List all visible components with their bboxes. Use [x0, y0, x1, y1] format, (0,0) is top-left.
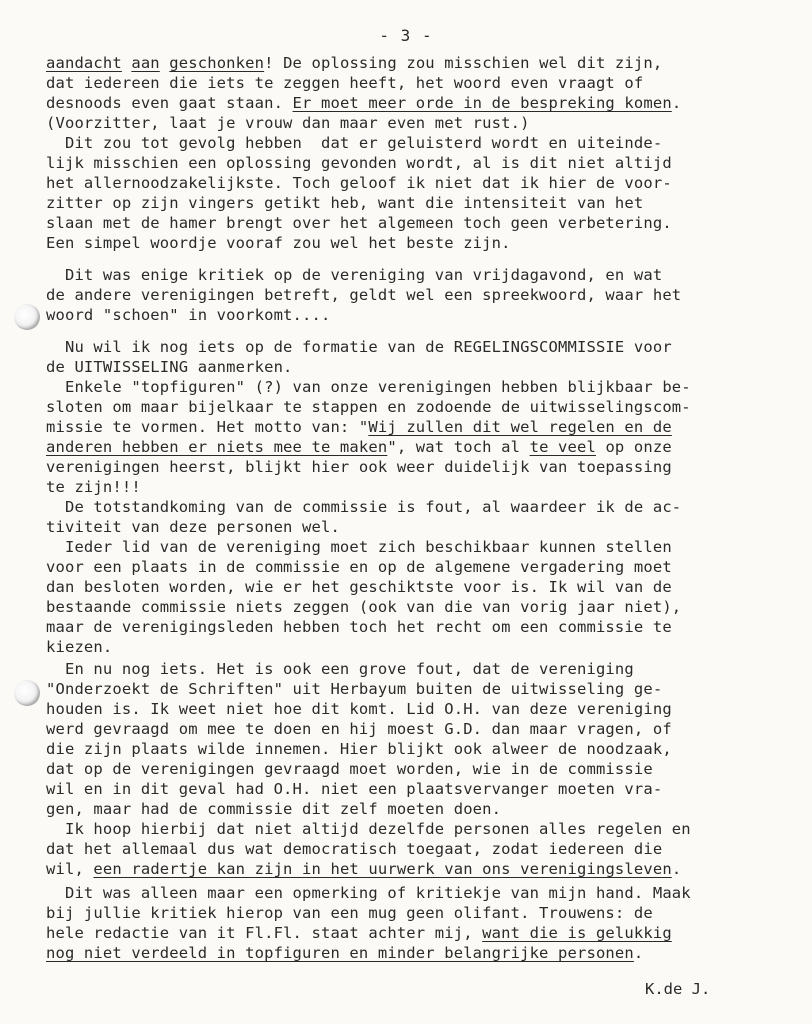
text-span: dan besloten worden, wie er het geschiktste voor is. Ik wil van de	[46, 578, 672, 596]
text-span: Ik hoop hierbij dat niet altijd dezelfde personen alles regelen en	[46, 820, 691, 838]
underlined-text: geschonken	[169, 54, 265, 72]
text-span: Nu wil ik nog iets op de formatie van de REGELINGSCOMMISSIE voor	[46, 338, 672, 356]
text-line	[46, 193, 643, 213]
text-span: dat op de verenigingen gevraagd moet worden, wie in de commissie	[46, 760, 653, 778]
text-line	[46, 73, 643, 93]
text-span: dat iedereen die iets te zeggen heeft, het woord even vraagt of	[46, 74, 644, 92]
text-line	[46, 819, 691, 839]
punch-hole	[14, 680, 40, 706]
text-line	[46, 779, 662, 799]
text-span: De totstandkoming van de commissie is fout, al waardeer ik de ac-	[46, 498, 682, 516]
text-line	[46, 659, 634, 679]
text-line	[46, 337, 672, 357]
text-line	[46, 153, 672, 173]
text-span	[160, 54, 169, 72]
text-span: het allernoodzakelijkste. Toch geloof ik niet dat ik hier de voor-	[46, 174, 672, 192]
text-span: .	[671, 94, 682, 112]
text-span: wil,	[46, 860, 94, 878]
punch-hole	[14, 304, 40, 330]
underlined-text: anderen hebben er niets mee te maken	[46, 438, 388, 456]
underlined-text: want die is gelukkig	[482, 924, 672, 942]
text-line	[46, 799, 501, 819]
text-span: Ieder lid van de vereniging moet zich beschikbaar kunnen stellen	[46, 538, 672, 556]
text-span: de UITWISSELING aanmerken.	[46, 358, 293, 376]
text-line	[46, 597, 681, 617]
underlined-text: Wij zullen dit wel regelen en de	[368, 418, 672, 436]
underlined-text: te veel	[529, 438, 596, 456]
text-span: woord "schoen" in voorkomt....	[46, 306, 331, 324]
text-line	[46, 133, 662, 153]
text-span: voor een plaats in de commissie en op de algemene vergadering moet	[46, 558, 672, 576]
text-line	[46, 637, 112, 657]
text-span: verenigingen heerst, blijkt hier ook weer duidelijk van toepassing	[46, 458, 672, 476]
text-span: hele redactie van it Fl.Fl. staat achter mij,	[46, 924, 483, 942]
text-line	[46, 417, 672, 437]
text-span: Een simpel woordje vooraf zou wel het beste zijn.	[46, 234, 511, 252]
text-span: missie te vormen. Het motto van: "	[46, 418, 369, 436]
text-line	[46, 859, 681, 879]
text-line	[46, 943, 643, 963]
text-span: gen, maar had de commissie dit zelf moeten doen.	[46, 800, 502, 818]
text-line	[46, 477, 141, 497]
text-span: werd gevraagd om mee te doen en hij moest G.D. dan maar vragen, of	[46, 720, 672, 738]
text-line	[46, 305, 330, 325]
text-line	[46, 397, 691, 417]
text-span: Dit was alleen maar een opmerking of kritiekje van mijn hand. Maak	[46, 884, 691, 902]
text-line	[46, 617, 672, 637]
text-span: tiviteit van deze personen wel.	[46, 518, 340, 536]
text-span: .	[633, 944, 644, 962]
text-line	[46, 93, 681, 113]
text-span: Dit zou tot gevolg hebben dat er geluisterd wordt en uiteinde-	[46, 134, 663, 152]
text-span: die zijn plaats wilde innemen. Hier blijkt ook alweer de noodzaak,	[46, 740, 672, 758]
text-span: sloten om maar bijelkaar te stappen en zodoende de uitwisselingscom-	[46, 398, 691, 416]
text-span: (Voorzitter, laat je vrouw dan maar even met rust.)	[46, 114, 530, 132]
text-line	[46, 113, 530, 133]
text-span: En nu nog iets. Het is ook een grove fout, dat de vereniging	[46, 660, 634, 678]
text-span: .	[671, 860, 682, 878]
text-span: zitter op zijn vingers getikt heb, want die intensiteit van het	[46, 194, 644, 212]
text-line	[46, 719, 672, 739]
text-span: te zijn!!!	[46, 478, 141, 496]
text-line	[46, 537, 672, 557]
text-span: de andere verenigingen betreft, geldt wel een spreekwoord, waar het	[46, 286, 682, 304]
underlined-text: aandacht	[46, 54, 122, 72]
text-line	[46, 699, 672, 719]
signature: K.de J.	[645, 980, 711, 998]
text-span: maar de verenigingsleden hebben toch het recht om een commissie te	[46, 618, 672, 636]
text-line	[46, 233, 511, 253]
text-span: kiezen.	[46, 638, 113, 656]
text-span: wil en in dit geval had O.H. niet een plaatsvervanger moeten vra-	[46, 780, 663, 798]
text-line	[46, 839, 662, 859]
text-span: bij jullie kritiek hierop van een mug geen olifant. Trouwens: de	[46, 904, 653, 922]
text-span: ! De oplossing zou misschien wel dit zijn,	[264, 54, 663, 72]
text-span: Enkele "topfiguren" (?) van onze verenigingen hebben blijkbaar be-	[46, 378, 691, 396]
text-line	[46, 883, 691, 903]
text-line	[46, 357, 293, 377]
text-span: lijk misschien een oplossing gevonden wordt, al is dit niet altijd	[46, 154, 672, 172]
text-line	[46, 577, 672, 597]
text-line	[46, 557, 672, 577]
text-line	[46, 903, 653, 923]
text-line	[46, 739, 672, 759]
text-line	[46, 377, 691, 397]
underlined-text: aan	[131, 54, 160, 72]
text-line	[46, 759, 653, 779]
text-line	[46, 285, 681, 305]
underlined-text: Er moet meer orde in de bespreking komen	[292, 94, 672, 112]
text-line	[46, 437, 672, 457]
text-span: slaan met de hamer brengt over het algemeen toch geen verbetering.	[46, 214, 672, 232]
text-line	[46, 457, 672, 477]
text-span: ", wat toch al	[387, 438, 530, 456]
text-line	[46, 53, 662, 73]
text-span: bestaande commissie niets zeggen (ook van die van vorig jaar niet),	[46, 598, 682, 616]
text-span: desnoods even gaat staan.	[46, 94, 293, 112]
text-line	[46, 923, 672, 943]
text-line	[46, 497, 681, 517]
text-span: Dit was enige kritiek op de vereniging van vrijdagavond, en wat	[46, 266, 663, 284]
underlined-text: nog niet verdeeld in topfiguren en minder belangrijke personen	[46, 944, 634, 962]
text-line	[46, 173, 672, 193]
text-span: houden is. Ik weet niet hoe dit komt. Lid O.H. van deze vereniging	[46, 700, 672, 718]
text-span: "Onderzoekt de Schriften" uit Herbayum buiten de uitwisseling ge-	[46, 680, 663, 698]
page-number: - 3 -	[379, 26, 433, 45]
underlined-text: een radertje kan zijn in het uurwerk van ons verenigingsleven	[93, 860, 672, 878]
text-line	[46, 213, 672, 233]
text-span: op onze	[595, 438, 672, 456]
text-span: dat het allemaal dus wat democratisch toegaat, zodat iedereen die	[46, 840, 663, 858]
text-line	[46, 679, 662, 699]
text-span	[122, 54, 131, 72]
text-line	[46, 517, 340, 537]
text-line	[46, 265, 662, 285]
